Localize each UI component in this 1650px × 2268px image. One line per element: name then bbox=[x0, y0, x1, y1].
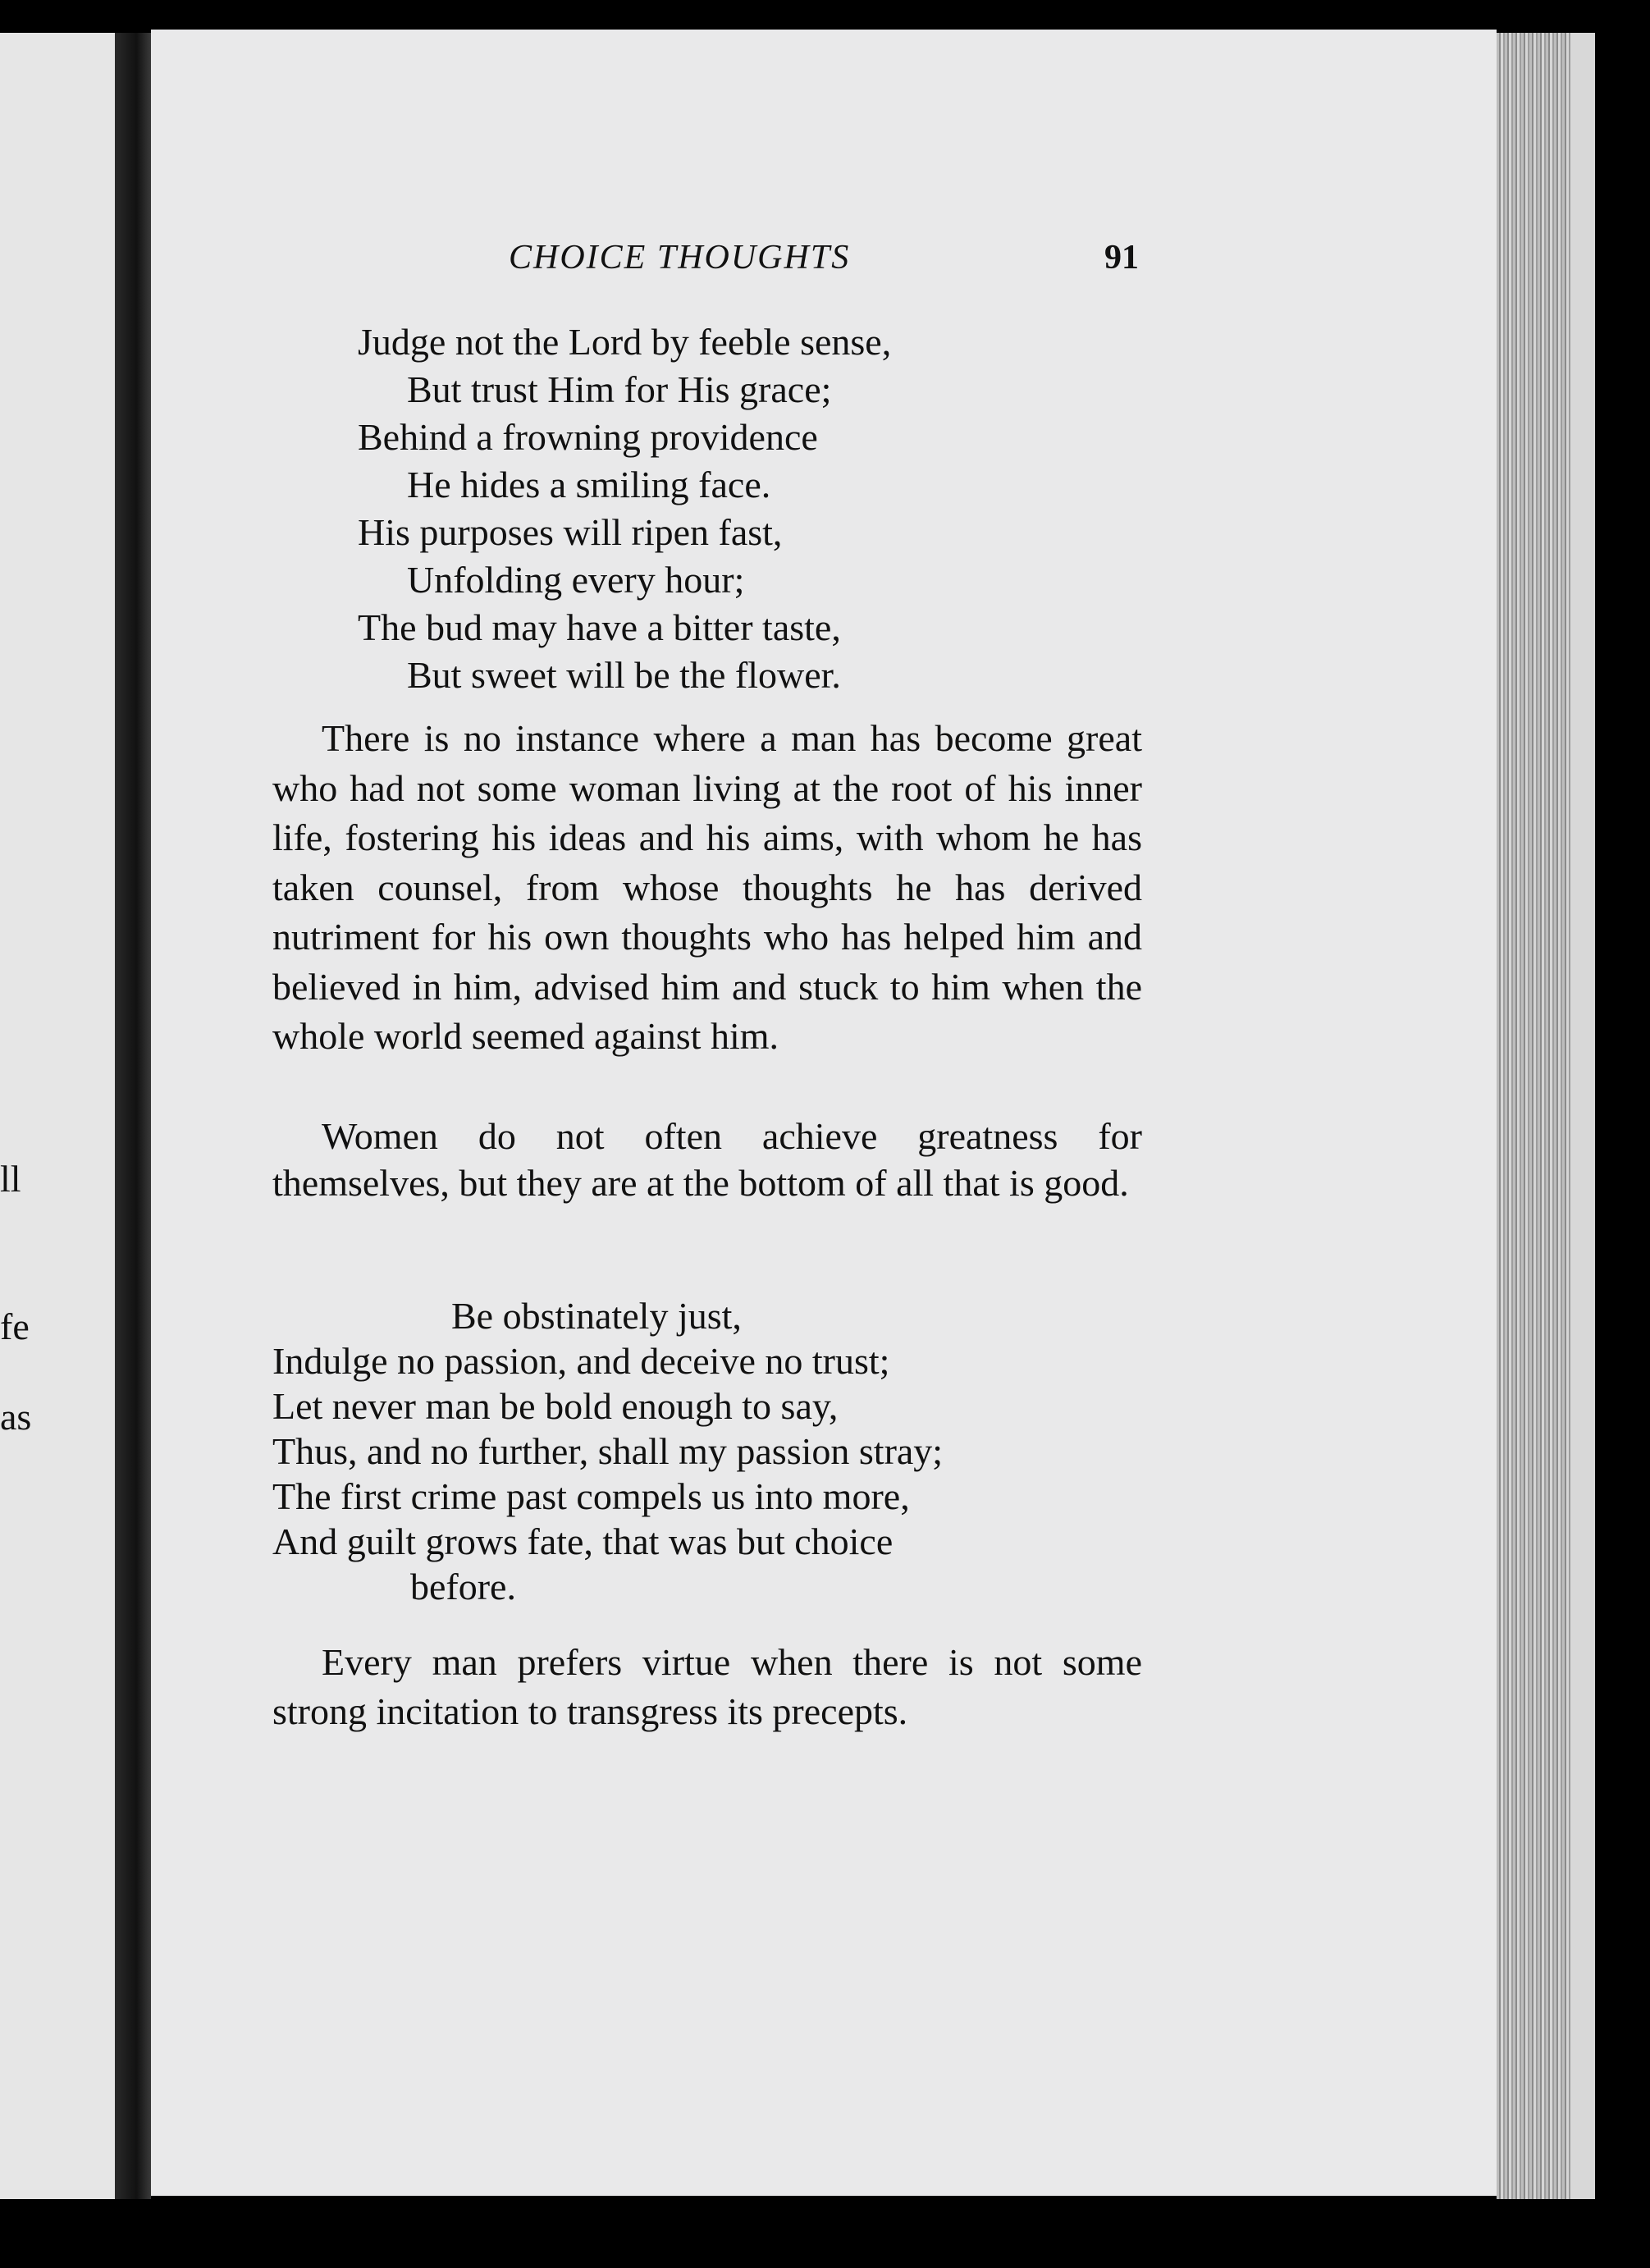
poem-line: But trust Him for His grace; bbox=[407, 368, 832, 410]
poem-line: Indulge no passion, and deceive no trust; bbox=[272, 1340, 890, 1382]
poem-line: His purposes will ripen fast, bbox=[358, 511, 783, 553]
poem-line: Judge not the Lord by feeble sense, bbox=[358, 321, 892, 363]
poem-line: Unfolding every hour; bbox=[407, 559, 745, 601]
poem-line: And guilt grows fate, that was but choice bbox=[272, 1520, 894, 1562]
paragraph: There is no instance where a man has become great who had not some woman living at the root of his inner life, fostering his ideas and his aims, with whom he has taken counsel, from whose thoughts he has derived nutriment for his own thoughts who has helped him and believed in him, advised him and stuck to him when the whole world seemed against him. bbox=[272, 717, 1142, 1057]
poem-line: He hides a smiling face. bbox=[407, 464, 771, 505]
poem-1 bbox=[358, 318, 891, 699]
left-page-fragment: fe bbox=[0, 1305, 30, 1347]
poem-line: Thus, and no further, shall my passion stray; bbox=[272, 1430, 944, 1472]
poem-line: The first crime past compels us into more, bbox=[272, 1475, 910, 1517]
poem-line: Behind a frowning providence bbox=[358, 416, 818, 458]
poem-line: before. bbox=[410, 1566, 516, 1607]
paragraph: Women do not often achieve greatness for themselves, but they are at the bottom of all that is good. bbox=[272, 1115, 1142, 1204]
page-number: 91 bbox=[1104, 239, 1139, 277]
page-edges bbox=[1497, 33, 1570, 2199]
paragraph: Every man prefers virtue when there is not some strong incitation to transgress its precepts. bbox=[272, 1641, 1142, 1732]
poem-line: Let never man be bold enough to say, bbox=[272, 1385, 839, 1427]
running-head: CHOICE THOUGHTS bbox=[509, 239, 851, 277]
book-gutter bbox=[115, 33, 151, 2199]
poem-2 bbox=[272, 1293, 943, 1609]
poem-line: Be obstinately just, bbox=[451, 1295, 742, 1337]
left-page bbox=[0, 33, 115, 2199]
left-page-fragment: as bbox=[0, 1396, 32, 1438]
poem-line: But sweet will be the flower. bbox=[407, 654, 841, 696]
book-cover-edge bbox=[1570, 33, 1595, 2199]
left-page-fragment: ll bbox=[0, 1158, 21, 1200]
poem-line: The bud may have a bitter taste, bbox=[358, 606, 841, 648]
